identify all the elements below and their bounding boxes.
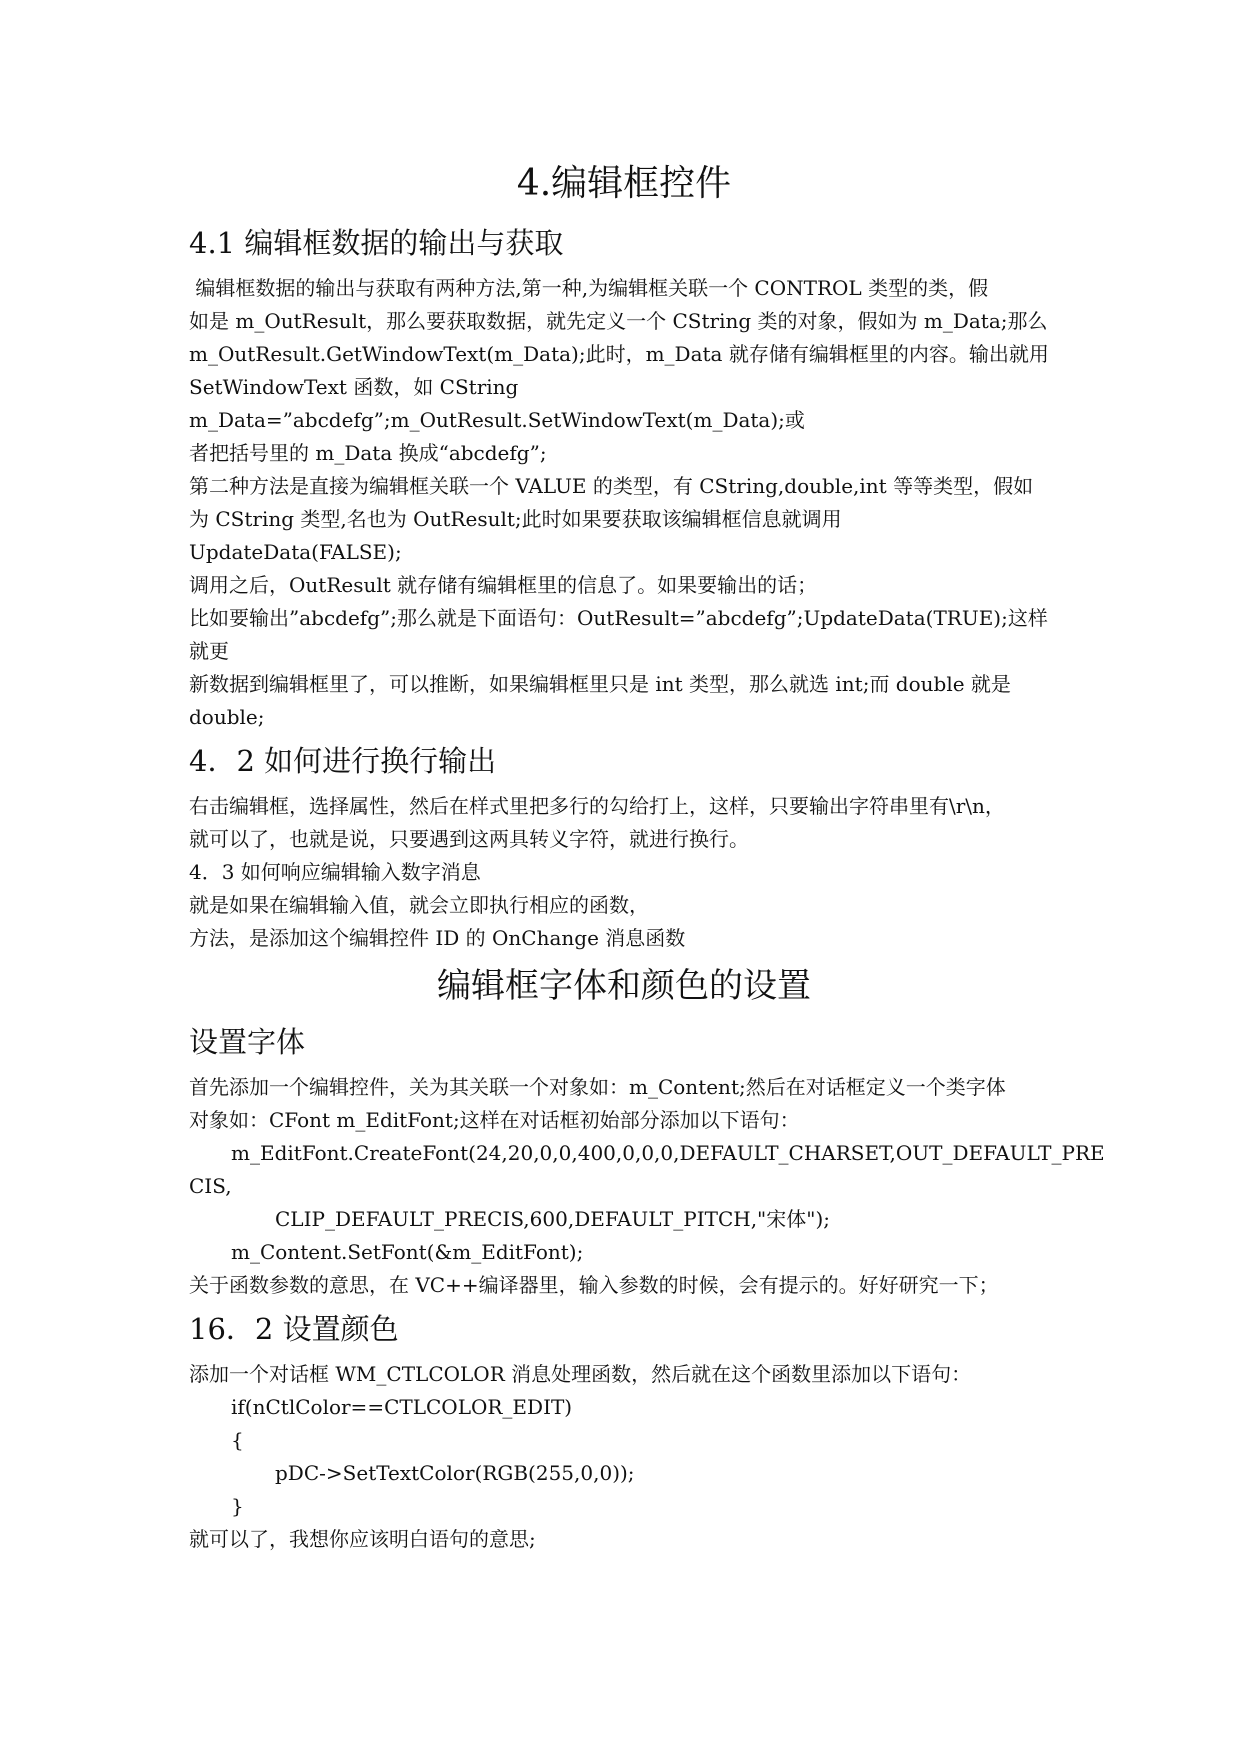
section-heading-4-3: 4．3 如何响应编辑输入数字消息	[189, 860, 481, 884]
document-content	[189, 160, 1105, 1556]
section-4-1-line: SetWindowText 函数，如 CString m_Data=”abcdefg”;m_OutResult.SetWindowText(m_Data);或	[189, 375, 805, 432]
section-4-1-line: 如是 m_OutResult，那么要获取数据，就先定义一个 CString 类的对象，假如为 m_Data;那么	[189, 309, 1048, 333]
section-4-2-line: 就可以了，也就是说，只要遇到这两具转义字符，就进行换行。	[189, 827, 749, 851]
font-section-note: 关于函数参数的意思，在 VC++编译器里，输入参数的时候，会有提示的。好好研究一下；	[189, 1273, 999, 1297]
code-line-clip-precis: CLIP_DEFAULT_PRECIS,600,DEFAULT_PITCH,"宋体");	[275, 1207, 830, 1231]
section-4-1-line: 编辑框数据的输出与获取有两种方法,第一种,为编辑框关联一个 CONTROL 类型的类，假	[189, 276, 989, 300]
code-line-createfont: m_EditFont.CreateFont(24,20,0,0,400,0,0,0,DEFAULT_CHARSET,OUT_DEFAULT_PRE	[231, 1141, 1105, 1165]
document-subtitle: 编辑框字体和颜色的设置	[437, 966, 811, 1006]
section-4-1-line: 为 CString 类型,名也为 OutResult;此时如果要获取该编辑框信息就调用 UpdateData(FALSE);	[189, 507, 848, 564]
section-heading-4-1: 4.1 编辑框数据的输出与获取	[189, 226, 564, 260]
section-4-1-line: double;	[189, 705, 265, 729]
section-4-3-line: 就是如果在编辑输入值，就会立即执行相应的函数，	[189, 893, 649, 917]
code-line-open-brace: {	[231, 1428, 244, 1452]
section-4-1-line: 新数据到编辑框里了，可以推断，如果编辑框里只是 int 类型，那么就选 int;而 double 就是	[189, 672, 1011, 696]
section-heading-4-2: 4．2 如何进行换行输出	[189, 744, 497, 778]
section-4-3-line: 方法，是添加这个编辑控件 ID 的 OnChange 消息函数	[189, 926, 686, 950]
font-section-line: 首先添加一个编辑控件，关为其关联一个对象如：m_Content;然后在对话框定义一个类字体	[189, 1075, 1006, 1099]
font-section-line: 对象如：CFont m_EditFont;这样在对话框初始部分添加以下语句：	[189, 1108, 800, 1132]
section-4-1-line: m_OutResult.GetWindowText(m_Data);此时，m_Data 就存储有编辑框里的内容。输出就用	[189, 342, 1049, 366]
color-section-intro: 添加一个对话框 WM_CTLCOLOR 消息处理函数，然后就在这个函数里添加以下语句：	[189, 1362, 972, 1386]
section-4-1-line: 第二种方法是直接为编辑框关联一个 VALUE 的类型，有 CString,double,int 等等类型，假如	[189, 474, 1034, 498]
section-4-2-line: 右击编辑框，选择属性，然后在样式里把多行的勾给打上，这样，只要输出字符串里有\r\n，	[189, 794, 1005, 818]
code-line-close-brace: }	[231, 1494, 244, 1518]
section-heading-color: 16．2 设置颜色	[189, 1312, 399, 1346]
code-line-setfont: m_Content.SetFont(&m_EditFont);	[231, 1240, 584, 1264]
section-4-1-line: 调用之后，OutResult 就存储有编辑框里的信息了。如果要输出的话；	[189, 573, 818, 597]
color-section-note: 就可以了，我想你应该明白语句的意思;	[189, 1527, 536, 1551]
document-title: 4.编辑框控件	[516, 163, 732, 204]
code-line-if: if(nCtlColor==CTLCOLOR_EDIT)	[231, 1395, 573, 1419]
code-line-settextcolor: pDC->SetTextColor(RGB(255,0,0));	[275, 1461, 635, 1485]
section-4-1-line: 比如要输出”abcdefg”;那么就是下面语句：OutResult=”abcdefg”;UpdateData(TRUE);这样就更	[189, 606, 1048, 663]
code-line-createfont-wrap: CIS,	[189, 1174, 232, 1198]
section-heading-font: 设置字体	[189, 1025, 306, 1059]
section-4-1-line: 者把括号里的 m_Data 换成“abcdefg”;	[189, 441, 547, 465]
